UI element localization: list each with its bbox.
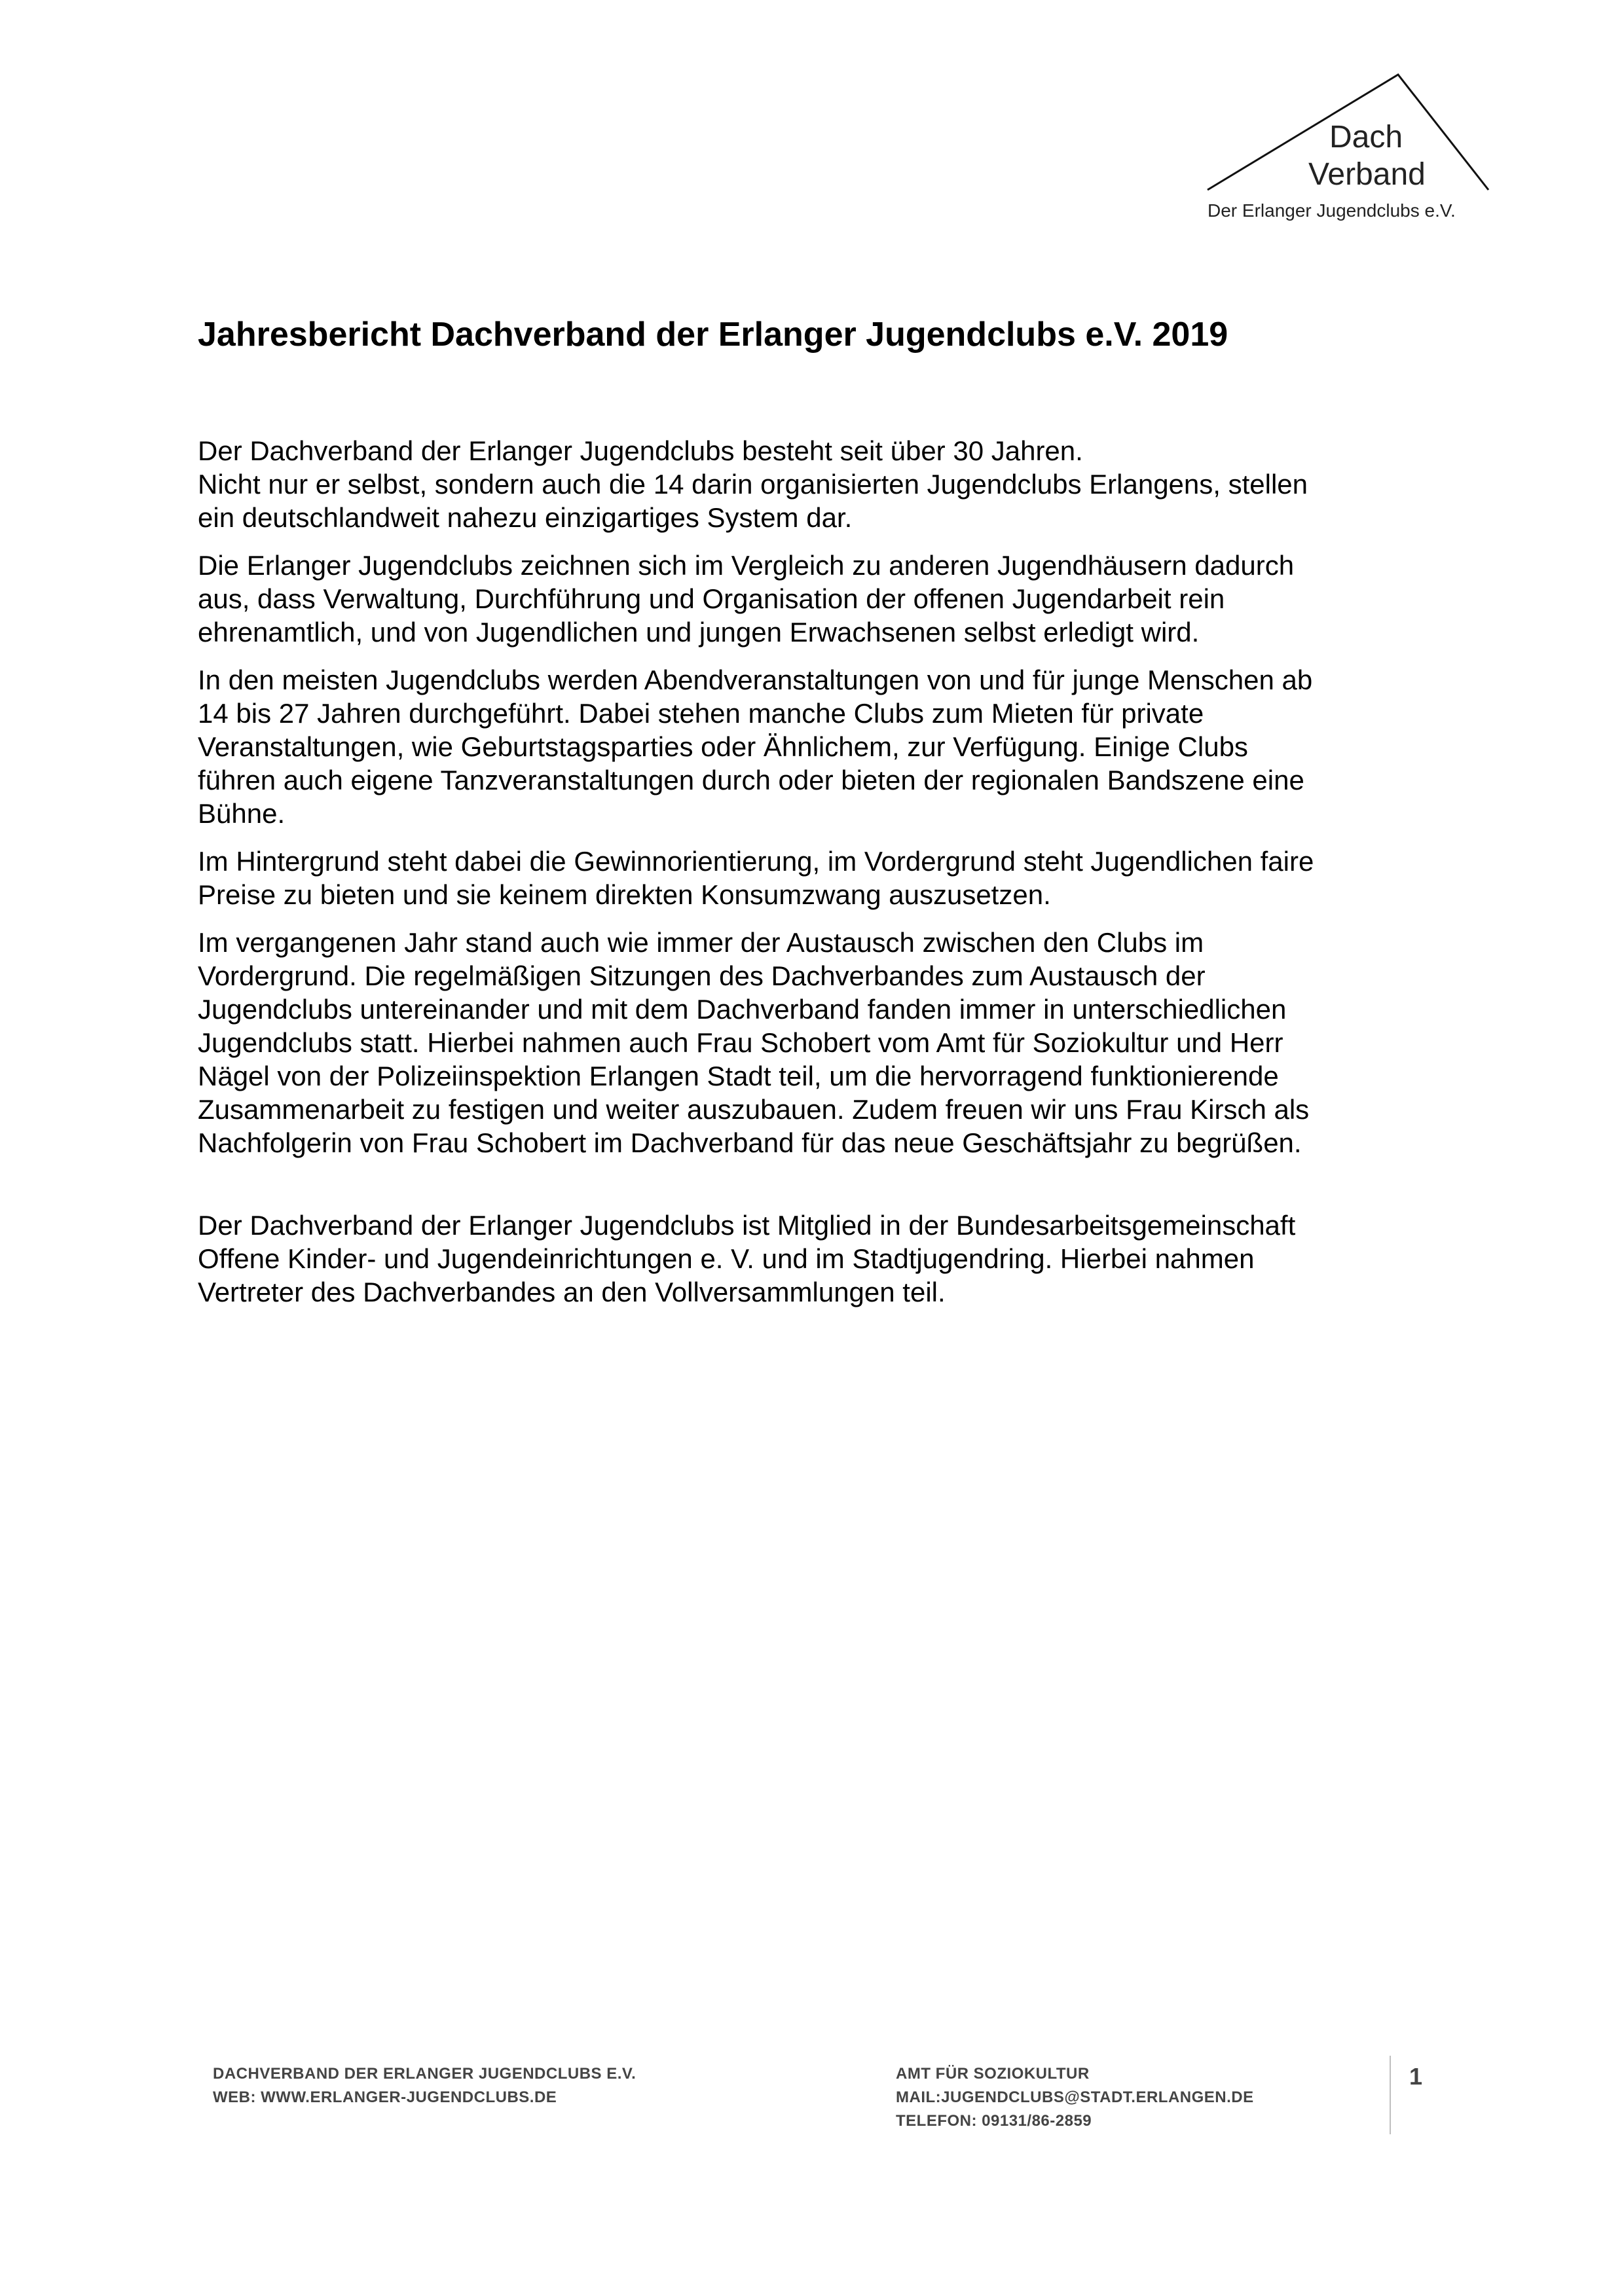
text-line: aus, dass Verwaltung, Durchführung und Organisation der offenen Jugendarbeit rein bbox=[198, 583, 1225, 614]
paragraph bbox=[198, 845, 1442, 911]
text-line: Die Erlanger Jugendclubs zeichnen sich im Vergleich zu anderen Jugendhäusern dadurch bbox=[198, 550, 1295, 581]
text-line: ein deutschlandweit nahezu einzigartiges System dar. bbox=[198, 502, 853, 533]
text-line: 14 bis 27 Jahren durchgeführt. Dabei stehen manche Clubs zum Mieten für private bbox=[198, 698, 1204, 729]
text-line: Vordergrund. Die regelmäßigen Sitzungen des Dachverbandes zum Austausch der bbox=[198, 960, 1206, 991]
report-body bbox=[198, 434, 1442, 1309]
footer-divider bbox=[1390, 2056, 1391, 2134]
logo-word-verband: Verband bbox=[1308, 157, 1426, 192]
paragraph bbox=[198, 1209, 1442, 1309]
text-line: Nachfolgerin von Frau Schobert im Dachverband für das neue Geschäftsjahr zu begrüßen. bbox=[198, 1127, 1302, 1158]
footer-phone: TELEFON: 09131/86-2859 bbox=[896, 2112, 1092, 2130]
text-line: Preise zu bieten und sie keinem direkten Konsumzwang auszusetzen. bbox=[198, 879, 1051, 910]
page-number: 1 bbox=[1409, 2063, 1423, 2090]
text-line: ehrenamtlich, und von Jugendlichen und jungen Erwachsenen selbst erledigt wird. bbox=[198, 617, 1200, 647]
text-line: führen auch eigene Tanzveranstaltungen durch oder bieten der regionalen Bandszene eine bbox=[198, 765, 1304, 795]
paragraph bbox=[198, 926, 1442, 1159]
text-line: Im Hintergrund steht dabei die Gewinnorientierung, im Vordergrund steht Jugendlichen faire bbox=[198, 846, 1314, 877]
logo-word-dach: Dach bbox=[1329, 120, 1403, 155]
text-line: Nägel von der Polizeiinspektion Erlangen Stadt teil, um die hervorragend funktionierende bbox=[198, 1061, 1279, 1091]
text-line: Bühne. bbox=[198, 798, 286, 829]
footer-email: MAIL:JUGENDCLUBS@STADT.ERLANGEN.DE bbox=[896, 2088, 1254, 2106]
text-line: Nicht nur er selbst, sondern auch die 14 darin organisierten Jugendclubs Erlangens, stellen bbox=[198, 469, 1308, 500]
footer-website: WEB: WWW.ERLANGER-JUGENDCLUBS.DE bbox=[213, 2088, 557, 2106]
text-line: Zusammenarbeit zu festigen und weiter auszubauen. Zudem freuen wir uns Frau Kirsch als bbox=[198, 1094, 1310, 1125]
text-line: Vertreter des Dachverbandes an den Vollversammlungen teil. bbox=[198, 1277, 946, 1307]
text-line: Der Dachverband der Erlanger Jugendclubs ist Mitglied in der Bundesarbeitsgemeinschaft bbox=[198, 1210, 1296, 1241]
text-line: Veranstaltungen, wie Geburtstagsparties oder Ähnlichem, zur Verfügung. Einige Clubs bbox=[198, 731, 1248, 762]
text-line: Jugendclubs statt. Hierbei nahmen auch Frau Schobert vom Amt für Soziokultur und Herr bbox=[198, 1027, 1283, 1058]
paragraph bbox=[198, 549, 1442, 649]
page-footer bbox=[0, 2062, 1624, 2193]
footer-office: AMT FÜR SOZIOKULTUR bbox=[896, 2065, 1090, 2083]
paragraph bbox=[198, 434, 1442, 534]
text-line: Offene Kinder- und Jugendeinrichtungen e. V. und im Stadtjugendring. Hierbei nahmen bbox=[198, 1243, 1255, 1274]
document-title: Jahresbericht Dachverband der Erlanger Jugendclubs e.V. 2019 bbox=[198, 316, 1228, 354]
text-line: In den meisten Jugendclubs werden Abendveranstaltungen von und für junge Menschen ab bbox=[198, 665, 1313, 695]
text-line: Jugendclubs untereinander und mit dem Dachverband fanden immer in unterschiedlichen bbox=[198, 994, 1287, 1025]
text-line: Der Dachverband der Erlanger Jugendclubs besteht seit über 30 Jahren. bbox=[198, 435, 1083, 466]
dachverband-logo bbox=[1198, 72, 1506, 229]
logo-subtitle: Der Erlanger Jugendclubs e.V. bbox=[1208, 200, 1456, 221]
paragraph bbox=[198, 663, 1442, 830]
footer-organization: DACHVERBAND DER ERLANGER JUGENDCLUBS E.V. bbox=[213, 2065, 637, 2083]
text-line: Im vergangenen Jahr stand auch wie immer der Austausch zwischen den Clubs im bbox=[198, 927, 1204, 958]
